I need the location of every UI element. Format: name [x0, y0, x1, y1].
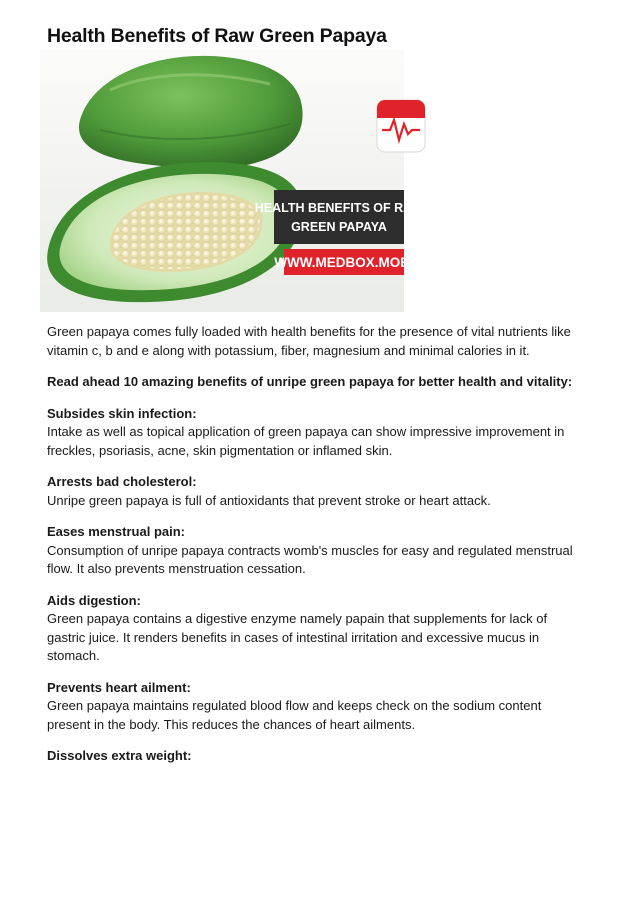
- title-banner: [274, 190, 404, 244]
- benefit-heading: Prevents heart ailment:: [47, 679, 191, 695]
- benefit-heading: Aids digestion:: [47, 592, 141, 608]
- benefit-heading: Subsides skin infection:: [47, 405, 197, 421]
- page-title: Health Benefits of Raw Green Papaya: [47, 25, 387, 47]
- benefit-text: Consumption of unripe papaya contracts womb's muscles for easy and regulated menstrual flow. It also prevents menstruation cessation.: [47, 542, 573, 576]
- benefit-text: Green papaya contains a digestive enzyme namely papain that supplements for lack of gastric juice. It renders benefits in cases of intestinal irritation and excessive mucus in stomach.: [47, 611, 548, 663]
- benefit-item: [47, 523, 587, 579]
- benefit-heading: Dissolves extra weight:: [47, 748, 192, 763]
- hero-image: [40, 50, 424, 312]
- article-body: [47, 323, 587, 779]
- banner-line2: GREEN PAPAYA: [291, 220, 387, 234]
- benefit-item: [47, 592, 587, 666]
- website-text: WWW.MEDBOX.MOBI: [274, 255, 414, 270]
- benefit-text: Intake as well as topical application of green papaya can show impressive improvement in freckles, psoriasis, acne, skin pigmentation or inflamed skin.: [47, 424, 565, 458]
- benefit-item: [47, 679, 587, 735]
- benefit-item: [47, 747, 587, 766]
- banner-line1: HEALTH BENEFITS OF RAW: [254, 201, 424, 215]
- benefit-heading: Eases menstrual pain:: [47, 524, 185, 539]
- benefit-heading: Arrests bad cholesterol:: [47, 474, 197, 489]
- benefit-text: Unripe green papaya is full of antioxidants that prevent stroke or heart attack.: [47, 492, 491, 508]
- lead-paragraph: Read ahead 10 amazing benefits of unripe green papaya for better health and vitality:: [47, 374, 573, 389]
- benefit-item: [47, 405, 587, 461]
- medbox-logo-icon: [377, 100, 425, 152]
- benefit-text: Green papaya maintains regulated blood flow and keeps check on the sodium content present in the body. This reduces the chances of heart ailments.: [47, 698, 542, 732]
- intro-paragraph: Green papaya comes fully loaded with health benefits for the presence of vital nutrients like vitamin c, b and e along with potassium, fiber, magnesium and minimal calories in it.: [47, 324, 571, 358]
- benefit-item: [47, 473, 587, 510]
